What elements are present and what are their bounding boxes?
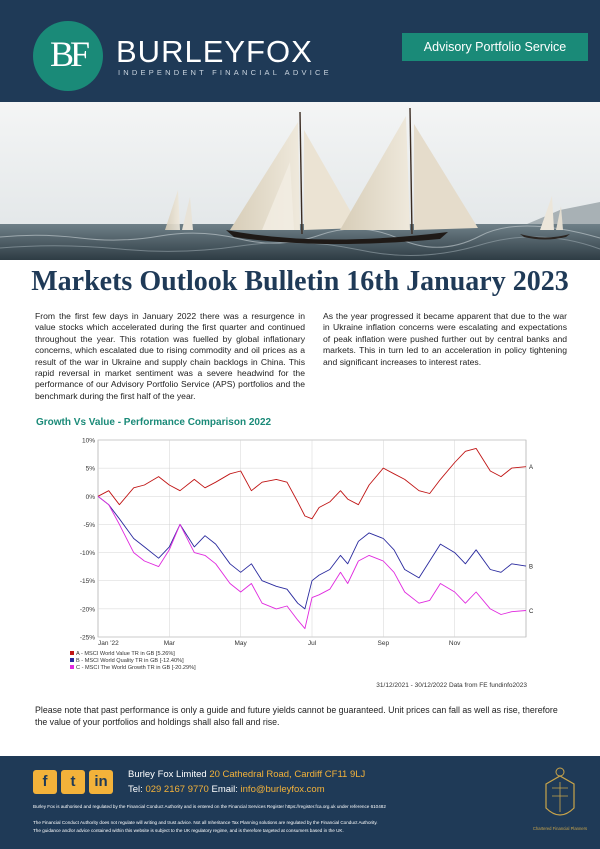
fca-note-2: The guidance and/or advice contained within this website is subject to the UK regulatory regime, and is therefore targeted at consumers based in the UK. — [33, 828, 344, 833]
fca-note-1: The Financial Conduct Authority does not regulate will writing and trust advice. Not all Inheritance Tax Planning solutions are regulated by the Financial Conduct Authority. — [33, 820, 378, 825]
legend-swatch — [70, 651, 74, 655]
page-header — [0, 0, 600, 102]
company-name: Burley Fox Limited — [128, 769, 207, 780]
y-tick-label: 5% — [85, 465, 95, 473]
body-paragraph-left: From the first few days in January 2022 there was a resurgence in value stocks which accelerated during the first quarter and continued throughout the year. This rotation was fuelled by global inflationary concerns, which escalated due to rising commodity and oil prices as a result of the war in Ukraine and supply chain backlogs in China. This rapid reversal in market sentiment was a severe headwind for the performance of our Advisory Portfolio Service (APS) portfolios and the benchmark during the first half of the year. — [35, 311, 305, 401]
linkedin-icon[interactable]: in — [89, 770, 113, 794]
legend-swatch — [70, 658, 74, 662]
x-tick-label: Mar — [163, 640, 175, 647]
chart-source: 31/12/2021 - 30/12/2022 Data from FE fundinfo2023 — [376, 682, 527, 689]
y-tick-label: -15% — [79, 578, 95, 586]
chartered-crest-icon — [532, 764, 588, 846]
y-tick-label: -20% — [79, 606, 95, 614]
contact-line — [128, 784, 325, 795]
legend-swatch — [70, 665, 74, 669]
x-tick-label: Sep — [377, 640, 390, 647]
regulatory-statement: Burley Fox is authorised and regulated by the Financial Conduct Authority and is entered on the Financial Services Register https://register.fca.org.uk under reference 610482 — [33, 804, 386, 809]
body-paragraph-right: As the year progressed it became apparent that due to the war in Ukraine inflation concerns were escalating and expectations of peak inflation were pushed further out by central banks and markets. This in turn led to an acceleration in policy tightening and significant increases to interest rates. — [323, 311, 567, 367]
sailboats-illustration — [0, 102, 600, 260]
page-footer — [0, 756, 600, 849]
tel-label: Tel: — [128, 784, 143, 795]
company-line — [128, 769, 365, 780]
performance-chart — [60, 432, 560, 692]
company-address: 20 Cathedral Road, Cardiff CF11 9LJ — [209, 769, 366, 780]
email-label: Email: — [211, 784, 238, 795]
service-badge: Advisory Portfolio Service — [402, 33, 588, 61]
series-end-label: A — [529, 465, 534, 472]
logo-monogram: BF — [49, 34, 87, 74]
series-end-label: B — [529, 564, 534, 571]
chart-heading: Growth Vs Value - Performance Comparison 2022 — [36, 417, 272, 428]
y-tick-label: 10% — [81, 437, 95, 445]
y-tick-label: -5% — [83, 521, 95, 529]
x-tick-label: Jan '22 — [98, 640, 119, 647]
brand-tagline: INDEPENDENT FINANCIAL ADVICE — [118, 68, 332, 77]
legend-entry: C - MSCI The World Growth TR in GB [-20.29%] — [76, 665, 196, 671]
legend-entry: B - MSCI World Quality TR in GB [-12.40%] — [76, 658, 184, 664]
legend-entry: A - MSCI World Value TR in GB [5.26%] — [76, 651, 175, 657]
brand-logo — [33, 21, 103, 91]
twitter-icon[interactable]: t — [61, 770, 85, 794]
y-tick-label: 0% — [85, 493, 95, 501]
series-end-label: C — [529, 608, 534, 615]
page-title: Markets Outlook Bulletin 16th January 2023 — [31, 266, 569, 297]
facebook-icon[interactable]: f — [33, 770, 57, 794]
y-tick-label: -25% — [79, 634, 95, 642]
phone-link[interactable]: 029 2167 9770 — [145, 784, 209, 795]
y-tick-label: -10% — [79, 550, 95, 558]
hero-image — [0, 102, 600, 260]
x-tick-label: Nov — [448, 640, 461, 647]
email-link[interactable]: info@burleyfox.com — [240, 784, 325, 795]
x-tick-label: Jul — [307, 640, 317, 647]
performance-disclaimer: Please note that past performance is only a guide and future yields cannot be guaranteed. Unit prices can fall as well as rise, therefore the value of your portfolios and holdings shall also fall and rise. — [35, 705, 558, 727]
brand-name: BURLEYFOX — [116, 34, 313, 69]
x-tick-label: May — [234, 640, 247, 647]
crest-caption: Chartered Financial Planners — [532, 826, 588, 831]
